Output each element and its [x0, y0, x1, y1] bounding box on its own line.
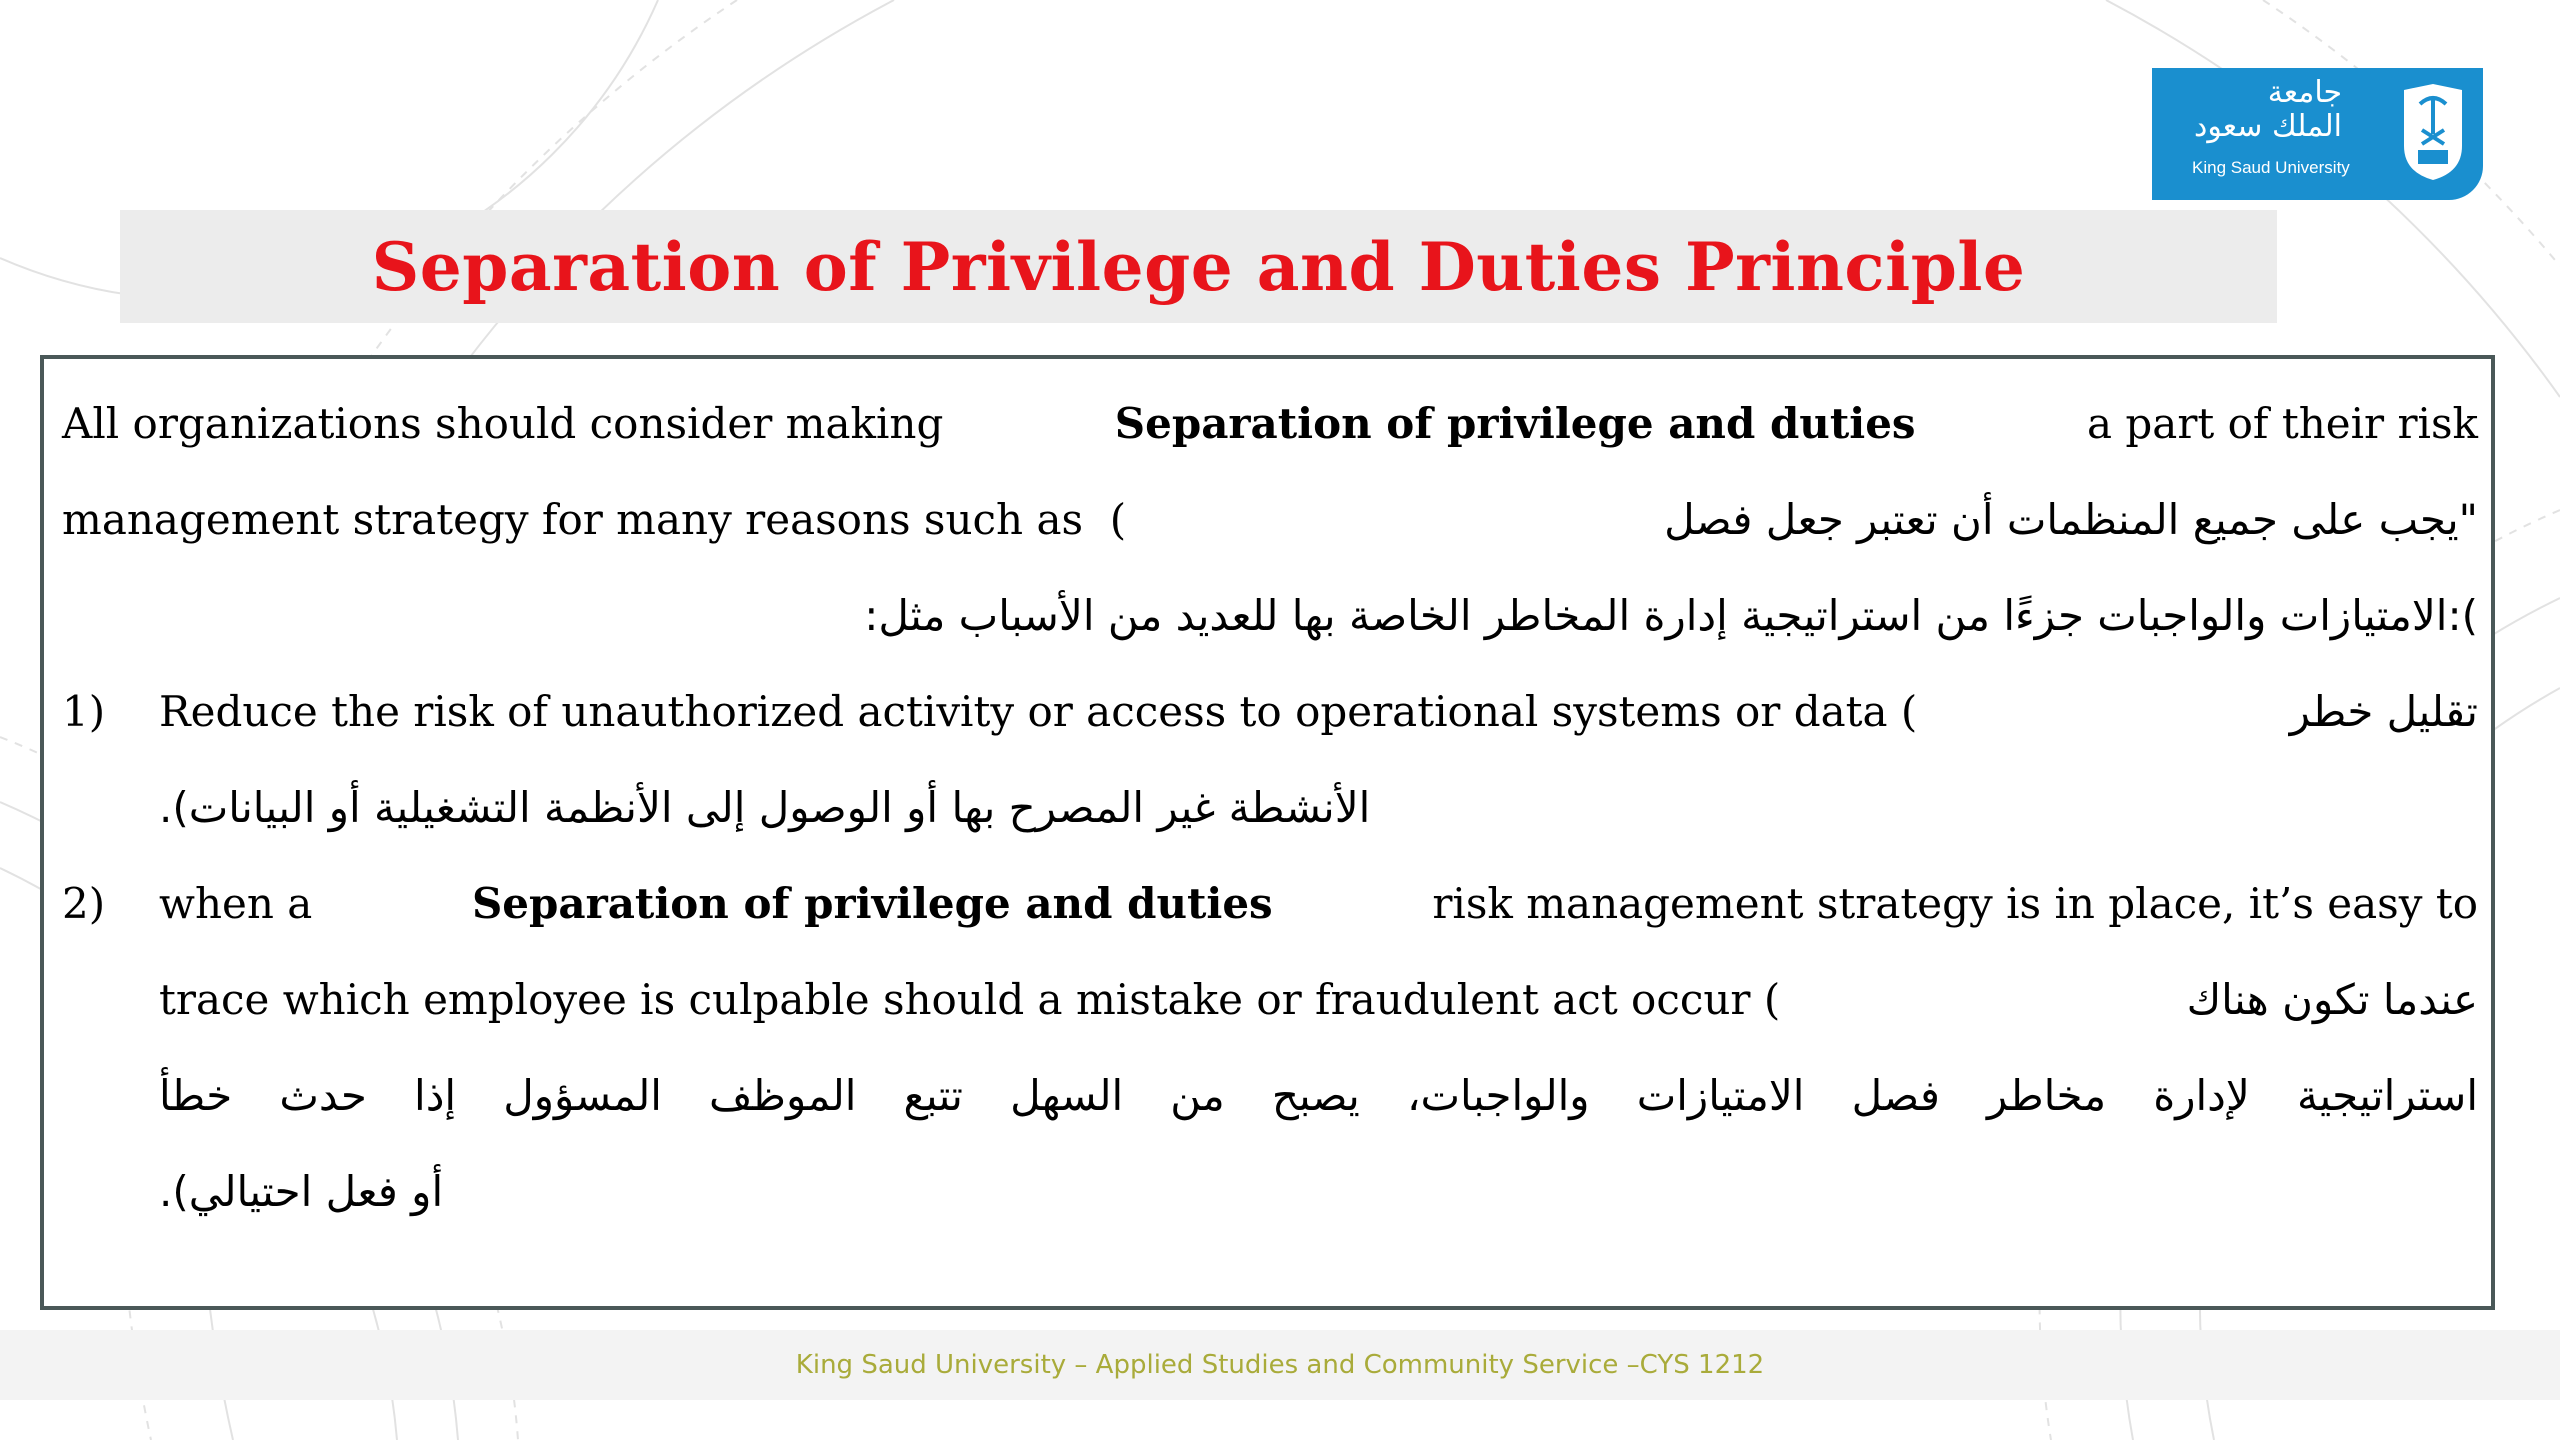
shield-emblem-icon	[2402, 84, 2464, 180]
content-box	[40, 355, 2495, 1310]
intro-line-1	[62, 376, 2478, 472]
text: ):	[2447, 591, 2478, 640]
arabic-text: الأنشطة غير المصرح بها أو الوصول إلى الأنظمة التشغيلية أو البيانات).	[159, 783, 1371, 832]
king-saud-university-logo	[2152, 68, 2483, 200]
footer	[0, 1330, 2560, 1400]
arabic-text: عندما تكون هناك	[2186, 975, 2478, 1024]
item-2-line-2	[159, 952, 2478, 1048]
item-1-line-1	[159, 664, 2478, 760]
logo-arabic-line1: جامعة	[2267, 75, 2342, 110]
logo-arabic	[2192, 76, 2342, 144]
text: risk management strategy is in place, it’s easy to	[1419, 879, 2478, 928]
page-title: Separation of Privilege and Duties Principle	[371, 227, 2026, 306]
arabic-text: أو فعل احتيالي).	[159, 1167, 444, 1216]
text: a part of their risk	[2073, 399, 2478, 448]
bold-text: Separation of privilege and duties	[1114, 399, 1916, 448]
item-1-line-2	[159, 760, 1370, 856]
text: when a	[159, 879, 326, 928]
footer-text: King Saud University – Applied Studies and Community Service –CYS 1212	[795, 1350, 1765, 1380]
item-2-line-1	[159, 856, 2478, 952]
arabic-text: تقليل خطر	[2289, 687, 2478, 736]
item-2-line-4	[159, 1144, 443, 1240]
title-bar	[120, 210, 2277, 323]
arabic-text: استراتيجية لإدارة مخاطر فصل الامتيازات والواجبات، يصبح من السهل تتبع الموظف المسؤول إذا حدث خطأ	[159, 1071, 2478, 1120]
logo-arabic-line2: الملك سعود	[2193, 109, 2342, 144]
arabic-text: الامتيازات والواجبات جزءًا من استراتيجية إدارة المخاطر الخاصة بها للعديد من الأسباب مثل:	[864, 591, 2448, 640]
text: Reduce the risk of unauthorized activity or access to operational systems or data (	[159, 687, 1918, 736]
item-2-line-3	[159, 1048, 2478, 1144]
list-number-1: 1)	[62, 687, 106, 736]
arabic-text: "يجب على جميع المنظمات أن تعتبر جعل فصل	[1664, 495, 2478, 544]
text: management strategy for many reasons such as (	[62, 495, 1127, 544]
logo-english: King Saud University	[2192, 158, 2350, 177]
text: trace which employee is culpable should a mistake or fraudulent act occur (	[159, 975, 1781, 1024]
bold-text: Separation of privilege and duties	[471, 879, 1273, 928]
text: All organizations should consider making	[62, 399, 957, 448]
list-number-2: 2)	[62, 879, 106, 928]
intro-line-3	[62, 568, 2478, 664]
intro-line-2	[62, 472, 2478, 568]
